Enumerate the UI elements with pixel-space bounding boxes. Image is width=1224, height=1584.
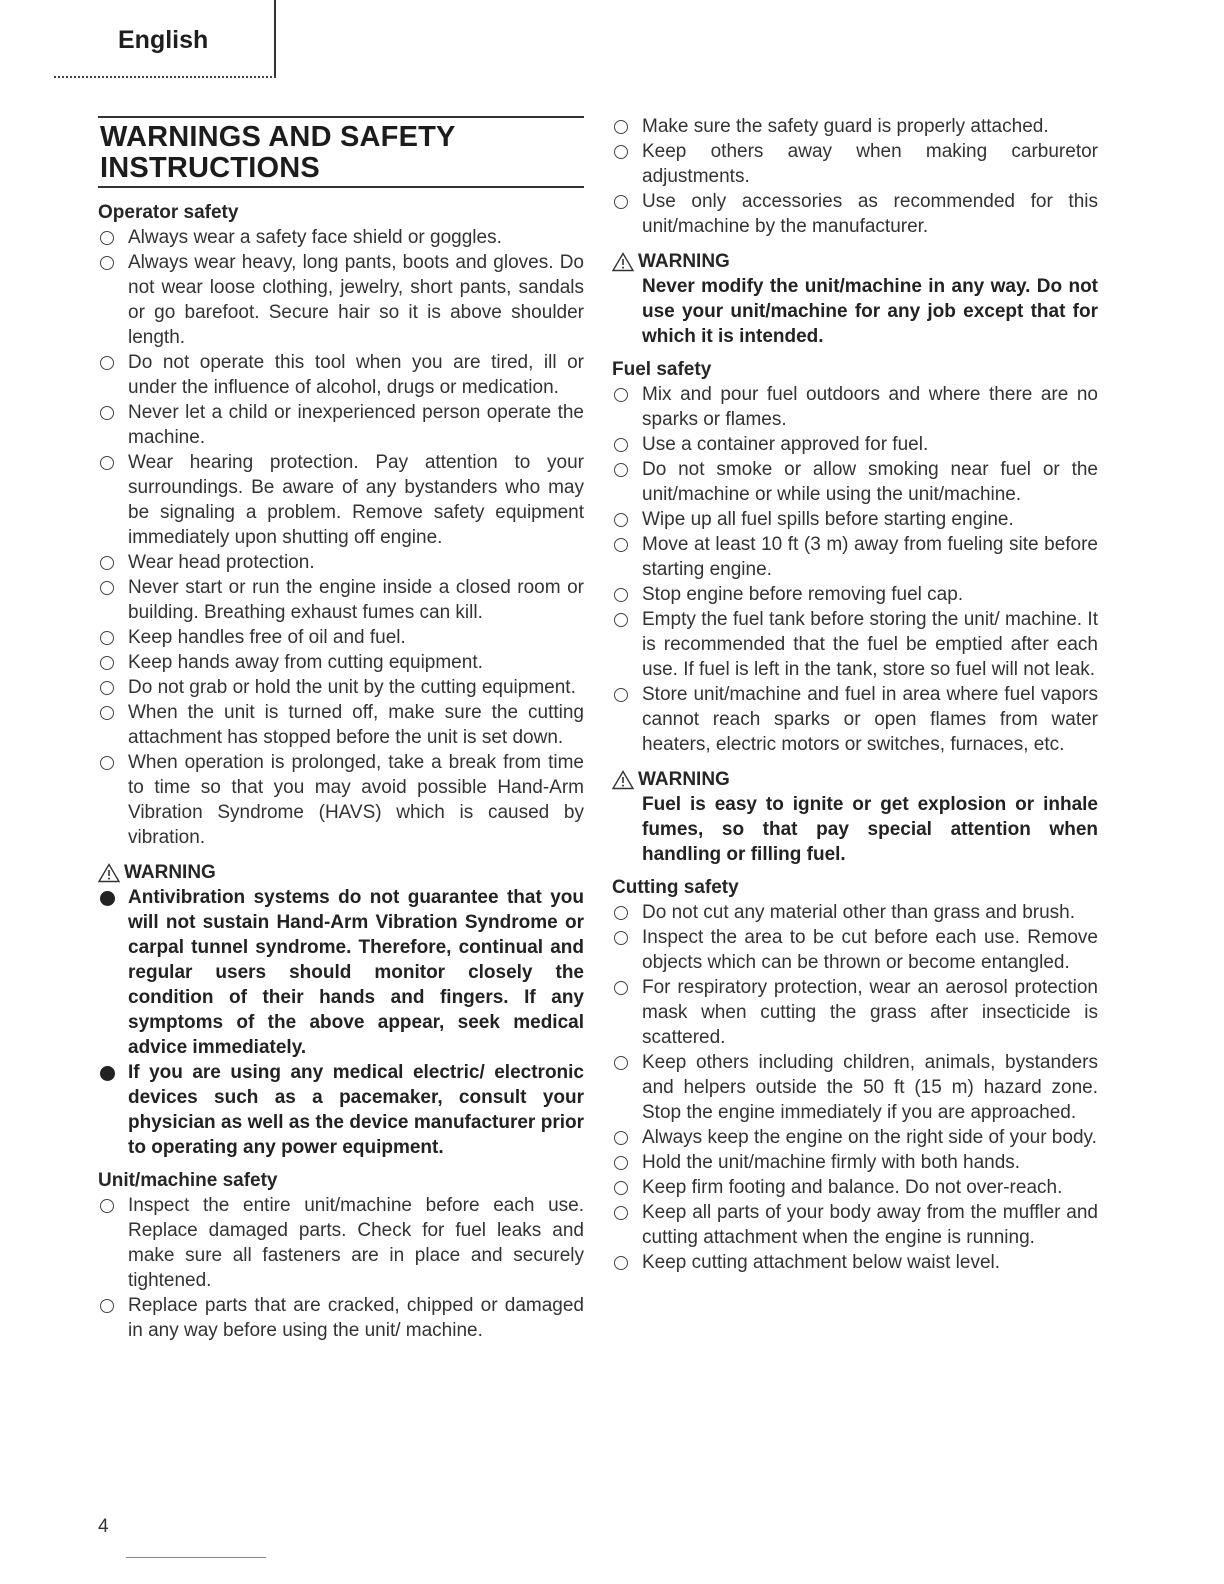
list-item: Keep cutting attachment below waist level. [612, 1250, 1098, 1275]
list-item: Do not grab or hold the unit by the cutting equipment. [98, 675, 584, 700]
list-item: Do not smoke or allow smoking near fuel or the unit/machine or while using the unit/machine. [612, 457, 1098, 507]
circle-bullet-icon [614, 538, 628, 552]
circle-bullet-icon [614, 981, 628, 995]
vibration-warning-list [98, 885, 584, 1160]
warning-triangle-icon [612, 770, 634, 790]
circle-bullet-icon [614, 120, 628, 134]
circle-bullet-icon [100, 1199, 114, 1213]
circle-bullet-icon [614, 1256, 628, 1270]
list-item: Inspect the entire unit/machine before each use. Replace damaged parts. Check for fuel leaks and make sure all fasteners are in place and securely tightened. [98, 1193, 584, 1293]
list-item: Do not operate this tool when you are tired, ill or under the influence of alcohol, drugs or medication. [98, 350, 584, 400]
list-item: Use a container approved for fuel. [612, 432, 1098, 457]
fuel-safety-heading: Fuel safety [612, 359, 712, 380]
circle-bullet-icon [100, 756, 114, 770]
list-item: Never start or run the engine inside a closed room or building. Breathing exhaust fumes can kill. [98, 575, 584, 625]
list-item: Empty the fuel tank before storing the unit/ machine. It is recommended that the fuel be emptied after each use. If fuel is left in the tank, store so fuel will not leak. [612, 607, 1098, 682]
circle-bullet-icon [614, 588, 628, 602]
list-item: Stop engine before removing fuel cap. [612, 582, 1098, 607]
warning-heading [612, 249, 1098, 274]
circle-bullet-icon [100, 456, 114, 470]
list-item: Keep hands away from cutting equipment. [98, 650, 584, 675]
circle-bullet-icon [614, 463, 628, 477]
list-item: Make sure the safety guard is properly attached. [612, 114, 1098, 139]
list-item: Keep all parts of your body away from the muffler and cutting attachment when the engine is running. [612, 1200, 1098, 1250]
circle-bullet-icon [614, 613, 628, 627]
list-item: Keep handles free of oil and fuel. [98, 625, 584, 650]
list-item: Always wear heavy, long pants, boots and gloves. Do not wear loose clothing, jewelry, short pants, sandals or go barefoot. Secure hair so it is above shoulder length. [98, 250, 584, 350]
warning-label: WARNING [638, 251, 730, 272]
circle-bullet-icon [614, 1206, 628, 1220]
footer-divider [126, 1557, 266, 1558]
circle-bullet-icon [614, 906, 628, 920]
circle-bullet-icon [614, 145, 628, 159]
circle-bullet-icon [100, 556, 114, 570]
list-item: Hold the unit/machine firmly with both hands. [612, 1150, 1098, 1175]
list-item: Use only accessories as recommended for this unit/machine by the manufacturer. [612, 189, 1098, 239]
circle-bullet-icon [614, 438, 628, 452]
list-item: Never let a child or inexperienced person operate the machine. [98, 400, 584, 450]
list-item: Mix and pour fuel outdoors and where there are no sparks or flames. [612, 382, 1098, 432]
circle-bullet-icon [614, 1181, 628, 1195]
circle-bullet-icon [614, 1131, 628, 1145]
warning-heading [98, 860, 584, 885]
circle-bullet-icon [100, 231, 114, 245]
circle-bullet-icon [614, 688, 628, 702]
left-column [98, 116, 584, 1343]
list-item: Replace parts that are cracked, chipped or damaged in any way before using the unit/ machine. [98, 1293, 584, 1343]
list-item: Keep others including children, animals, bystanders and helpers outside the 50 ft (15 m) hazard zone. Stop the engine immediately if you are approached. [612, 1050, 1098, 1125]
circle-bullet-icon [100, 356, 114, 370]
warning-heading [612, 767, 1098, 792]
list-item: When the unit is turned off, make sure the cutting attachment has stopped before the unit is set down. [98, 700, 584, 750]
unit-safety-list-right [612, 114, 1098, 239]
circle-bullet-icon [100, 406, 114, 420]
filled-bullet-icon [100, 891, 115, 906]
warning-triangle-icon [612, 252, 634, 272]
circle-bullet-icon [614, 931, 628, 945]
operator-safety-list [98, 225, 584, 850]
list-item: Store unit/machine and fuel in area where fuel vapors cannot reach sparks or open flames from water heaters, electric motors or switches, furnaces, etc. [612, 682, 1098, 757]
circle-bullet-icon [614, 195, 628, 209]
circle-bullet-icon [614, 388, 628, 402]
list-item: Move at least 10 ft (3 m) away from fueling site before starting engine. [612, 532, 1098, 582]
fuel-safety-list [612, 382, 1098, 757]
circle-bullet-icon [614, 1156, 628, 1170]
warning-label: WARNING [124, 862, 216, 883]
list-item: Keep firm footing and balance. Do not over-reach. [612, 1175, 1098, 1200]
page-number: 4 [98, 1516, 109, 1537]
circle-bullet-icon [100, 581, 114, 595]
cutting-safety-heading: Cutting safety [612, 877, 739, 898]
warning-label: WARNING [638, 769, 730, 790]
circle-bullet-icon [100, 631, 114, 645]
warning-triangle-icon [98, 863, 120, 883]
cutting-safety-list [612, 900, 1098, 1275]
fuel-warning-text: Fuel is easy to ignite or get explosion or inhale fumes, so that pay special attention when handling or filling fuel. [642, 794, 1098, 865]
list-item: Antivibration systems do not guarantee that you will not sustain Hand-Arm Vibration Syndrome or carpal tunnel syndrome. Therefore, continual and regular users should monitor closely the condition of their hands and fingers. If any symptoms of the above appear, seek medical advice immediately. [98, 885, 584, 1060]
filled-bullet-icon [100, 1066, 115, 1081]
list-item: Wear head protection. [98, 550, 584, 575]
operator-safety-heading: Operator safety [98, 202, 239, 223]
unit-safety-heading: Unit/machine safety [98, 1170, 278, 1191]
list-item: When operation is prolonged, take a break from time to time so that you may avoid possible Hand-Arm Vibration Syndrome (HAVS) which is caused by vibration. [98, 750, 584, 850]
list-item: Keep others away when making carburetor adjustments. [612, 139, 1098, 189]
circle-bullet-icon [614, 1056, 628, 1070]
list-item: Always wear a safety face shield or goggles. [98, 225, 584, 250]
circle-bullet-icon [100, 1299, 114, 1313]
list-item: If you are using any medical electric/ electronic devices such as a pacemaker, consult your physician as well as the device manufacturer prior to operating any power equipment. [98, 1060, 584, 1160]
list-item: Inspect the area to be cut before each use. Remove objects which can be thrown or become entangled. [612, 925, 1098, 975]
right-column [612, 114, 1098, 1275]
list-item: For respiratory protection, wear an aerosol protection mask when cutting the grass after insecticide is scattered. [612, 975, 1098, 1050]
list-item: Wipe up all fuel spills before starting engine. [612, 507, 1098, 532]
circle-bullet-icon [100, 681, 114, 695]
page-title: WARNINGS AND SAFETY INSTRUCTIONS [98, 116, 584, 188]
list-item: Wear hearing protection. Pay attention to your surroundings. Be aware of any bystanders who may be signaling a problem. Remove safety equipment immediately upon shutting off engine. [98, 450, 584, 550]
circle-bullet-icon [614, 513, 628, 527]
circle-bullet-icon [100, 706, 114, 720]
list-item: Always keep the engine on the right side of your body. [612, 1125, 1098, 1150]
circle-bullet-icon [100, 656, 114, 670]
unit-safety-list-left [98, 1193, 584, 1343]
modify-warning-text: Never modify the unit/machine in any way. Do not use your unit/machine for any job except that for which it is intended. [642, 276, 1098, 347]
circle-bullet-icon [100, 256, 114, 270]
language-label: English [118, 26, 209, 54]
list-item: Do not cut any material other than grass and brush. [612, 900, 1098, 925]
